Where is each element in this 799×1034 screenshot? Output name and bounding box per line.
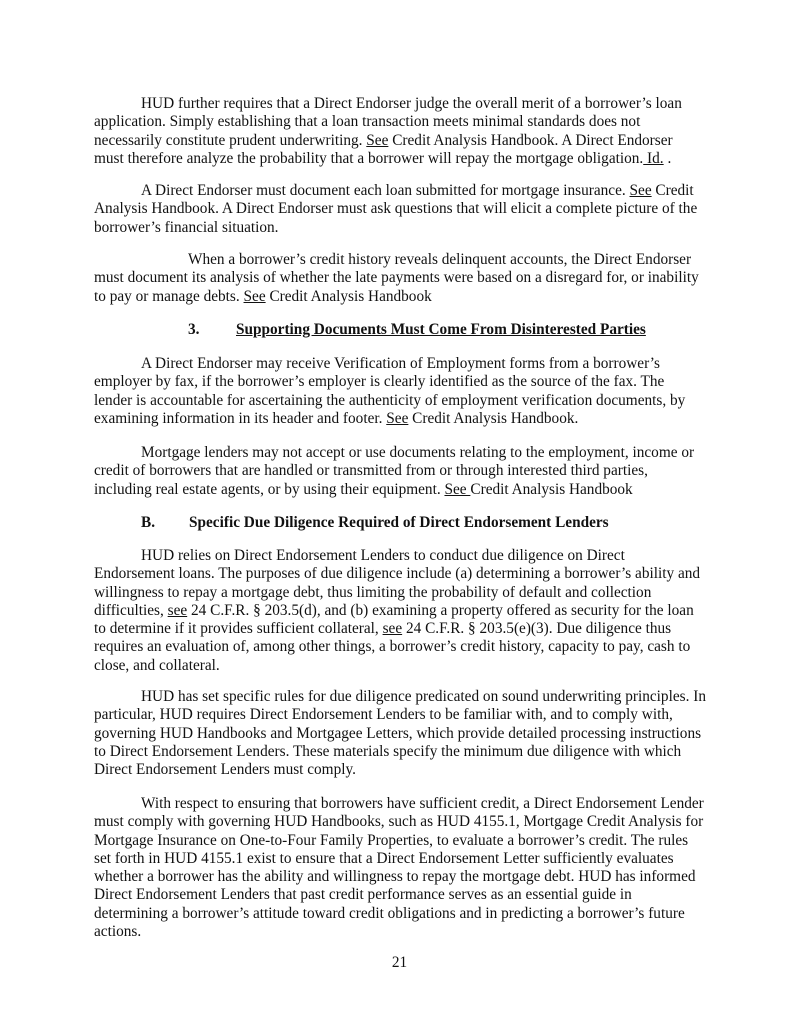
paragraph-due-diligence-purposes xyxy=(94,547,706,675)
paragraph-specific-rules: HUD has set specific rules for due diligence predicated on sound underwriting principles. In particular, HUD requires Direct Endorsement Lenders to be familiar with, and to comply with, governing HUD Handbooks and Mortgagee Letters, which provide detailed processing instructions to Direct Endorsement Lenders. These materials specify the minimum due diligence with which Direct Endorsement Lenders must comply. xyxy=(94,688,706,779)
paragraph-delinquent-accounts xyxy=(94,251,706,306)
see-citation: See xyxy=(629,182,652,199)
paragraph-text: HUD further requires that a Direct Endorser judge the overall merit of a borrower’s loan application. Simply establishing that a loan transaction meets minimal standards does not necessarily constitute prudent underwriting. xyxy=(94,95,682,149)
see-citation: See xyxy=(366,131,389,149)
paragraph-text: A Direct Endorser must document each loan submitted for mortgage insurance. xyxy=(141,182,630,199)
paragraph-text: HUD relies on Direct Endorsement Lenders to conduct due diligence on Direct Endorsement loans. The purposes of due diligence include (a) determining a borrower’s ability and willingness to repay a mortgage debt, thus limiting the probability of default and collection difficulties, xyxy=(94,547,701,619)
section-title: Supporting Documents Must Come From Disinterested Parties xyxy=(236,321,646,338)
id-citation: Id. xyxy=(643,149,664,167)
paragraph-text: Credit Analysis Handbook. A Direct Endorser must ask questions that will elicit a complete picture of the borrower’s financial situation. xyxy=(94,182,698,236)
see-citation: See xyxy=(386,409,409,427)
paragraph-document-each-loan xyxy=(94,182,706,237)
see-citation: see xyxy=(167,601,188,619)
paragraph-text: . xyxy=(663,149,672,167)
see-citation: See xyxy=(243,287,266,305)
paragraph-text: Mortgage lenders may not accept or use documents relating to the employment, income or credit of borrowers that are handled or transmitted from or through interested third parties, including real estate agents, or by using their equipment. xyxy=(94,444,695,498)
paragraph-text: Credit Analysis Handbook xyxy=(265,287,432,305)
paragraph-sufficient-credit: With respect to ensuring that borrowers have sufficient credit, a Direct Endorsement Lender must comply with governing HUD Handbooks, such as HUD 4155.1, Mortgage Credit Analysis for Mortgage Insurance on One-to-Four Family Properties, to evaluate a borrower’s credit. The rules set forth in HUD 4155.1 exist to ensure that a Direct Endorsement Letter sufficiently evaluates whether a borrower has the ability and willingness to repay the mortgage debt. HUD has informed Direct Endorsement Lenders that past credit performance serves as an essential guide in determining a borrower’s attitude toward credit obligations and in predicting a borrower’s future actions. xyxy=(94,795,704,941)
paragraph-text: When a borrower’s credit history reveals delinquent accounts, the Direct Endorser must document its analysis of whether the late payments were based on a disregard for, or inability to pay or manage debts. xyxy=(94,251,699,305)
section-title: Specific Due Diligence Required of Direct Endorsement Lenders xyxy=(189,514,609,531)
section-number: B. xyxy=(141,514,156,531)
see-citation: See xyxy=(444,480,471,498)
page-number: 21 xyxy=(391,954,408,971)
paragraph-text: A Direct Endorser may receive Verification of Employment forms from a borrower’s employer by fax, if the borrower’s employer is clearly identified as the source of the fax. The lender is accountable for ascertaining the authenticity of employment verification documents, by examining information in its header and footer. xyxy=(94,355,686,427)
paragraph-text: 24 C.F.R. § 203.5(e)(3). Due diligence thus requires an evaluation of, among other things, a borrower’s credit history, capacity to pay, cash to close, and collateral. xyxy=(94,620,691,674)
paragraph-verification-of-employment xyxy=(94,355,706,428)
paragraph-interested-third-parties xyxy=(94,444,706,499)
paragraph-merit-of-loan xyxy=(94,95,706,168)
see-citation: see xyxy=(382,620,403,638)
paragraph-text: Credit Analysis Handbook. A Direct Endorser must therefore analyze the probability that a borrower will repay the mortgage obligation. xyxy=(94,131,673,167)
paragraph-text: 24 C.F.R. § 203.5(d), and (b) examining a property offered as security for the loan to determine if it provides sufficient collateral, xyxy=(94,601,694,638)
section-number: 3. xyxy=(188,321,200,338)
paragraph-text: Credit Analysis Handbook xyxy=(470,480,633,498)
paragraph-text: Credit Analysis Handbook. xyxy=(408,409,579,427)
